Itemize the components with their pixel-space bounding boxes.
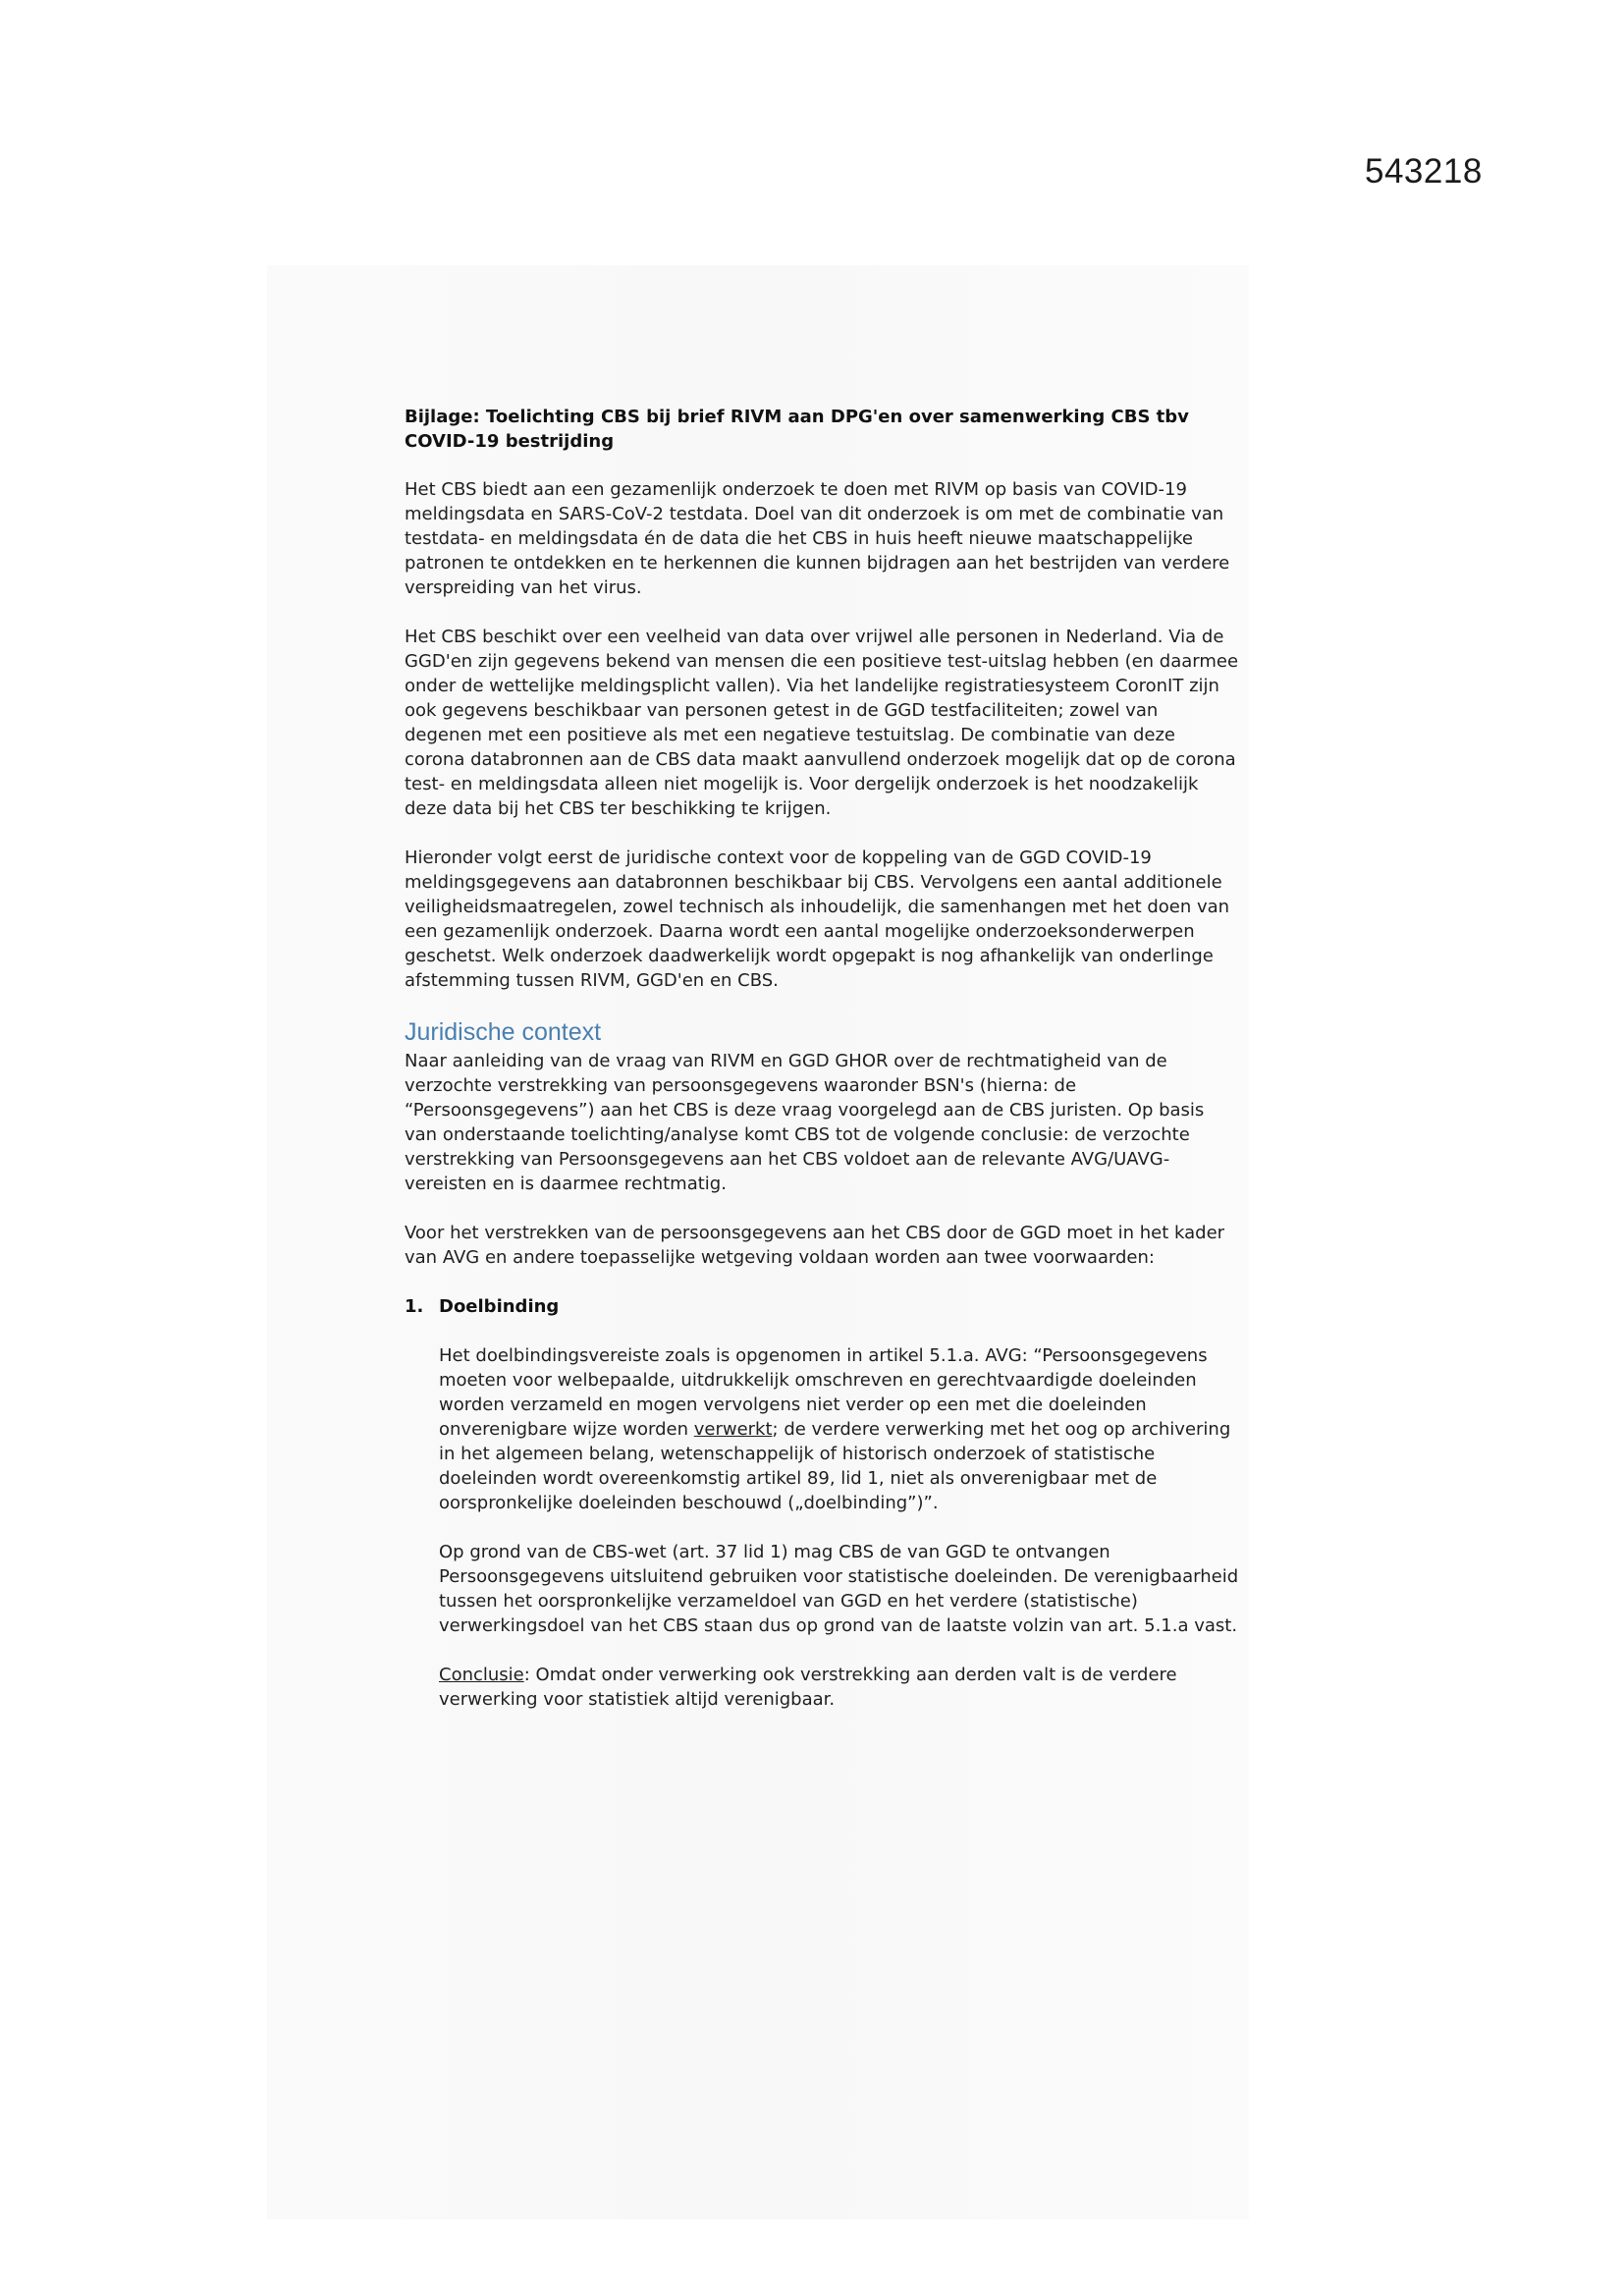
document-body [405,405,1239,1736]
doelbinding-p1-before: Het doelbindingsvereiste zoals is opgenomen in artikel 5.1.a. AVG: “Persoonsgegevens moeten voor welbepaalde, uitdrukkelijk omschreven en gerechtvaardigde doeleinden worden verzameld en mogen vervolgens niet verder op een met die doeleinden onverenigbare wijze worden [439,1345,1208,1440]
doelbinding-paragraph-3 [439,1663,1239,1712]
intro-paragraph-3: Hieronder volgt eerst de juridische context voor de koppeling van de GGD COVID-19 meldingsgegevens aan databronnen beschikbaar bij CBS. Vervolgens een aantal additionele veiligheidsmaatregelen, zowel technisch als inhoudelijk, die samenhangen met het doen van een gezamenlijk onderzoek. Daarna wordt een aantal mogelijke onderzoeksonderwerpen geschetst. Welk onderzoek daadwerkelijk wordt opgepakt is nog afhankelijk van onderlinge afstemming tussen RIVM, GGD'en en CBS. [405,847,1230,991]
conclusie-label: Conclusie [439,1665,524,1685]
item-heading: Doelbinding [439,1296,560,1317]
conclusie-text: : Omdat onder verwerking ook verstrekking aan derden valt is de verdere verwerking voor statistiek altijd verenigbaar. [439,1665,1177,1710]
intro-paragraph-1: Het CBS biedt aan een gezamenlijk onderzoek te doen met RIVM op basis van COVID-19 meldingsdata en SARS-CoV-2 testdata. Doel van dit onderzoek is om met de combinatie van testdata- en meldingsdata én de data die het CBS in huis heeft nieuwe maatschappelijke patronen te ontdekken en te herkennen die kunnen bijdragen aan het bestrijden van verdere verspreiding van het virus. [405,479,1230,598]
doelbinding-body [439,1343,1239,1712]
doelbinding-paragraph-2: Op grond van de CBS-wet (art. 37 lid 1) mag CBS de van GGD te ontvangen Persoonsgegevens uitsluitend gebruiken voor statistische doeleinden. De verenigbaarheid tussen het oorspronkelijke verzameldoel van GGD en het verdere (statistische) verwerkingsdoel van het CBS staan dus op grond van de laatste volzin van art. 5.1.a vast. [439,1542,1239,1636]
item-number: 1. [405,1296,424,1317]
doelbinding-paragraph-1 [439,1343,1239,1515]
section-paragraph-1: Naar aanleiding van de vraag van RIVM en GGD GHOR over de rechtmatigheid van de verzochte verstrekking van persoonsgegevens waaronder BSN's (hierna: de “Persoonsgegevens”) aan het CBS is deze vraag voorgelegd aan de CBS juristen. Op basis van onderstaande toelichting/analyse komt CBS tot de volgende conclusie: de verzochte verstrekking van Persoonsgegevens aan het CBS voldoet aan de relevante AVG/UAVG-vereisten en is daarmee rechtmatig. [405,1051,1205,1194]
intro-paragraph-2: Het CBS beschikt over een veelheid van data over vrijwel alle personen in Nederland. Via de GGD'en zijn gegevens bekend van mensen die een positieve test-uitslag hebben (en daarmee onder de wettelijke meldingsplicht vallen). Via het landelijke registratiesysteem CoronIT zijn ook gegevens beschikbaar van personen getest in de GGD testfaciliteiten; zowel van degenen met een positieve als met een negatieve testuitslag. De combinatie van deze corona databronnen aan de CBS data maakt aanvullend onderzoek mogelijk dat op de corona test- en meldingsdata alleen niet mogelijk is. Voor dergelijk onderzoek is het noodzakelijk deze data bij het CBS ter beschikking te krijgen. [405,627,1239,819]
document-title: Bijlage: Toelichting CBS bij brief RIVM aan DPG'en over samenwerking CBS tbv COVID-19 bestrijding [405,407,1189,452]
doelbinding-p1-after: ; de verdere verwerking met het oog op archivering in het algemeen belang, wetenschappelijk of historisch onderzoek of statistische doeleinden wordt overeenkomstig artikel 89, lid 1, niet als onverenigbaar met de oorspronkelijke doeleinden beschouwd („doelbinding”)”. [439,1419,1231,1513]
section-paragraph-2: Voor het verstrekken van de persoonsgegevens aan het CBS door de GGD moet in het kader van AVG en andere toepasselijke wetgeving voldaan worden aan twee voorwaarden: [405,1223,1225,1268]
document-number: 543218 [1365,152,1483,191]
section-heading-juridische-context: Juridische context [405,1018,602,1046]
numbered-heading-doelbinding [405,1294,1239,1319]
doelbinding-p1-underlined: verwerkt [693,1419,773,1440]
